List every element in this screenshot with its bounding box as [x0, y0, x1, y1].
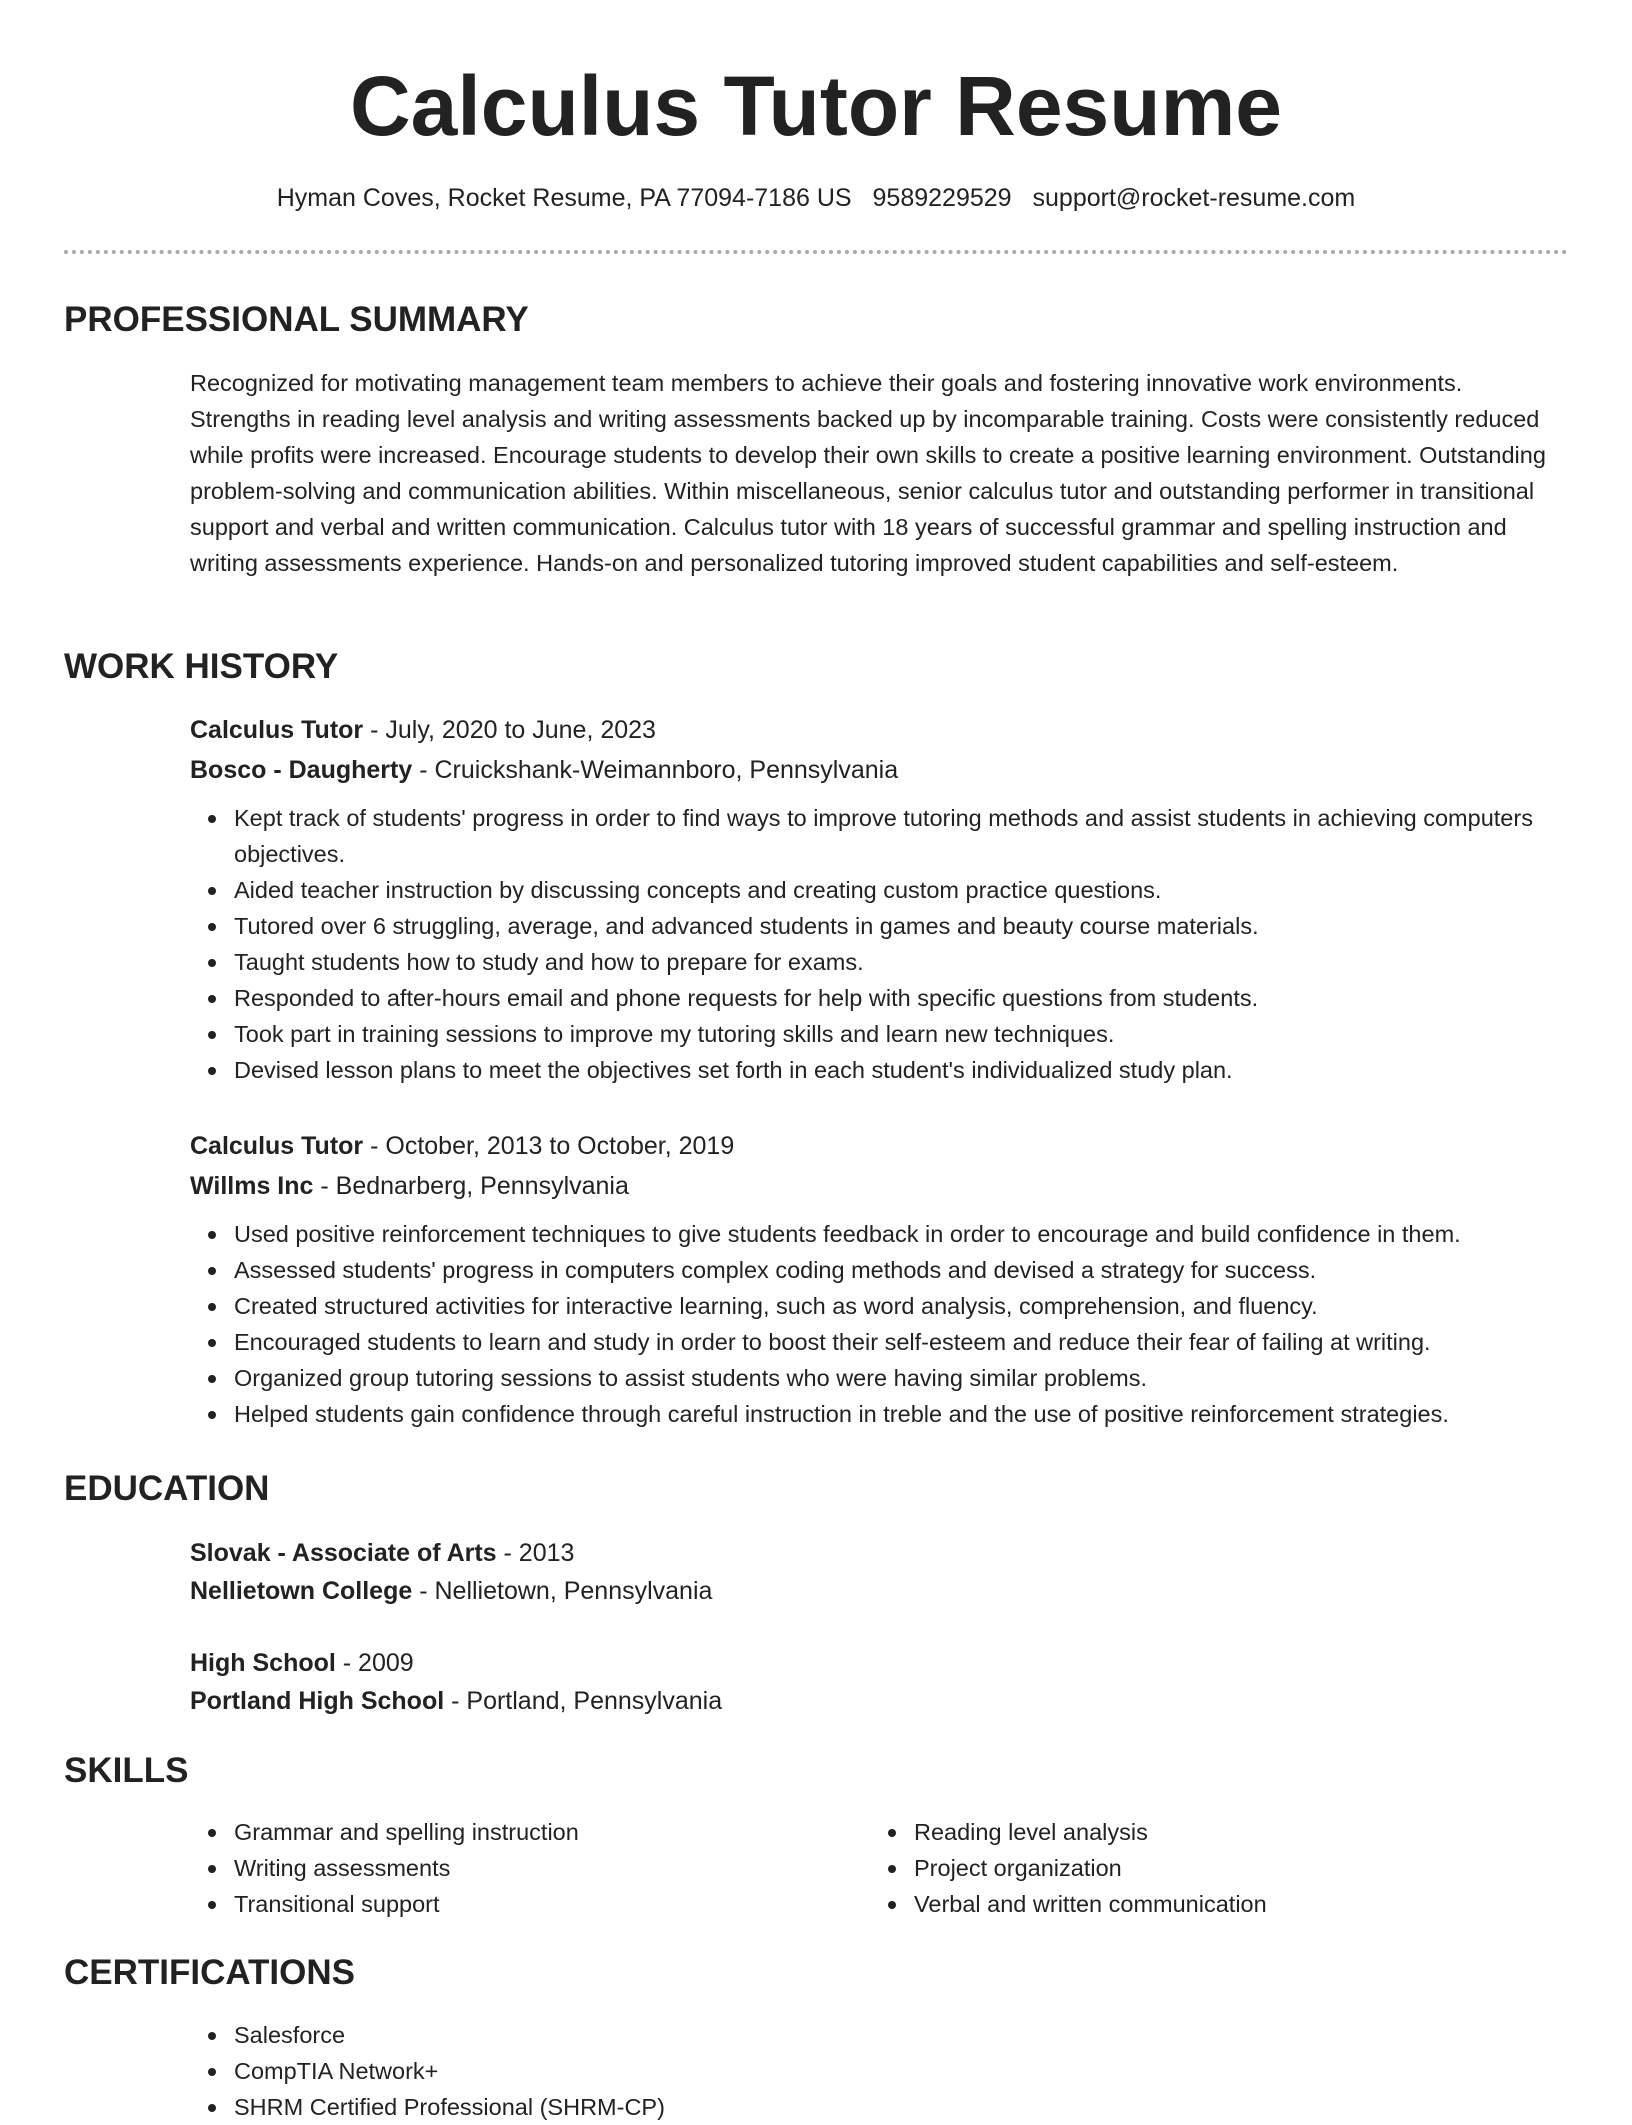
list-item: Grammar and spelling instruction	[234, 1814, 870, 1850]
education-year: - 2009	[335, 1649, 414, 1677]
job-bullets	[190, 1216, 1568, 1432]
list-item: Project organization	[914, 1850, 1550, 1886]
education-location: - Nellietown, Pennsylvania	[412, 1577, 713, 1605]
job-location: - Cruickshank-Weimannboro, Pennsylvania	[412, 756, 899, 784]
skills-section	[190, 1814, 1568, 1922]
education-degree-line	[190, 1533, 1568, 1573]
summary-heading: PROFESSIONAL SUMMARY	[64, 300, 529, 339]
work-history-heading: WORK HISTORY	[64, 647, 339, 686]
list-item: CompTIA Network+	[234, 2053, 1568, 2089]
job-company-line	[190, 1166, 1568, 1206]
job-title: Calculus Tutor	[190, 1132, 364, 1160]
job-dates: - July, 2020 to June, 2023	[363, 716, 656, 744]
list-item: Kept track of students' progress in order to find ways to improve tutoring methods and assist students in achieving computers objectives.	[234, 800, 1568, 872]
job-location: - Bednarberg, Pennsylvania	[313, 1172, 629, 1200]
job-company-line	[190, 750, 1568, 790]
education-degree-line	[190, 1643, 1568, 1683]
list-item: Responded to after-hours email and phone requests for help with specific questions from students.	[234, 980, 1568, 1016]
list-item: Devised lesson plans to meet the objectives set forth in each student's individualized study plan.	[234, 1052, 1568, 1088]
list-item: SHRM Certified Professional (SHRM-CP)	[234, 2089, 1568, 2125]
education-entry	[190, 1533, 1568, 1611]
certifications-heading: CERTIFICATIONS	[64, 1953, 356, 1992]
job-dates: - October, 2013 to October, 2019	[363, 1132, 735, 1160]
education-school-line	[190, 1571, 1568, 1611]
education-school: Portland High School	[190, 1687, 445, 1715]
list-item: Verbal and written communication	[914, 1886, 1550, 1922]
header-divider	[64, 250, 1568, 254]
list-item: Transitional support	[234, 1886, 870, 1922]
list-item: Used positive reinforcement techniques to give students feedback in order to encourage and build confidence in them.	[234, 1216, 1568, 1252]
education-school: Nellietown College	[190, 1577, 413, 1605]
list-item: Taught students how to study and how to prepare for exams.	[234, 944, 1568, 980]
contact-email: support@rocket-resume.com	[1032, 184, 1356, 212]
list-item: Salesforce	[234, 2017, 1568, 2053]
summary-text: Recognized for motivating management team members to achieve their goals and fostering innovative work environments. Strengths in reading level analysis and writing assessments backed up by incomparable training. Costs were consistently reduced while profits were increased. Encourage students to develop their own skills to create a positive learning environment. Outstanding problem-solving and communication abilities. Within miscellaneous, senior calculus tutor and outstanding performer in transitional support and verbal and written communication. Calculus tutor with 18 years of successful grammar and spelling instruction and writing assessments experience. Hands-on and personalized tutoring improved student capabilities and self-esteem.	[190, 370, 1546, 576]
job-bullets	[190, 800, 1568, 1088]
education-degree: Slovak - Associate of Arts	[190, 1539, 497, 1567]
education-degree: High School	[190, 1649, 336, 1677]
job-title: Calculus Tutor	[190, 716, 364, 744]
page-title: Calculus Tutor Resume	[350, 59, 1282, 153]
list-item: Tutored over 6 struggling, average, and advanced students in games and beauty course materials.	[234, 908, 1568, 944]
contact-line	[64, 180, 1568, 216]
list-item: Assessed students' progress in computers complex coding methods and devised a strategy for success.	[234, 1252, 1568, 1288]
education-year: - 2013	[496, 1539, 575, 1567]
education-school-line	[190, 1681, 1568, 1721]
skills-list-left	[190, 1814, 870, 1922]
list-item: Organized group tutoring sessions to assist students who were having similar problems.	[234, 1360, 1568, 1396]
list-item: Took part in training sessions to improve my tutoring skills and learn new techniques.	[234, 1016, 1568, 1052]
summary-section	[190, 365, 1568, 581]
job-company: Willms Inc	[190, 1172, 314, 1200]
list-item: Created structured activities for interactive learning, such as word analysis, comprehension, and fluency.	[234, 1288, 1568, 1324]
list-item: Reading level analysis	[914, 1814, 1550, 1850]
job-title-line	[190, 710, 1568, 750]
list-item: Helped students gain confidence through careful instruction in treble and the use of positive reinforcement strategies.	[234, 1396, 1568, 1432]
skills-heading: SKILLS	[64, 1751, 189, 1790]
job-entry	[190, 1126, 1568, 1432]
skills-grid	[190, 1814, 1568, 1922]
certifications-section	[190, 2017, 1568, 2125]
job-company: Bosco - Daugherty	[190, 756, 413, 784]
education-entry	[190, 1643, 1568, 1721]
list-item: Aided teacher instruction by discussing concepts and creating custom practice questions.	[234, 872, 1568, 908]
list-item: Encouraged students to learn and study in order to boost their self-esteem and reduce their fear of failing at writing.	[234, 1324, 1568, 1360]
job-title-line	[190, 1126, 1568, 1166]
contact-address: Hyman Coves, Rocket Resume, PA 77094-7186 US	[276, 184, 852, 212]
contact-phone: 9589229529	[872, 184, 1012, 212]
list-item: Writing assessments	[234, 1850, 870, 1886]
education-location: - Portland, Pennsylvania	[444, 1687, 723, 1715]
job-entry	[190, 710, 1568, 1088]
education-heading: EDUCATION	[64, 1469, 270, 1508]
certifications-list	[190, 2017, 1568, 2125]
skills-list-right	[870, 1814, 1550, 1922]
